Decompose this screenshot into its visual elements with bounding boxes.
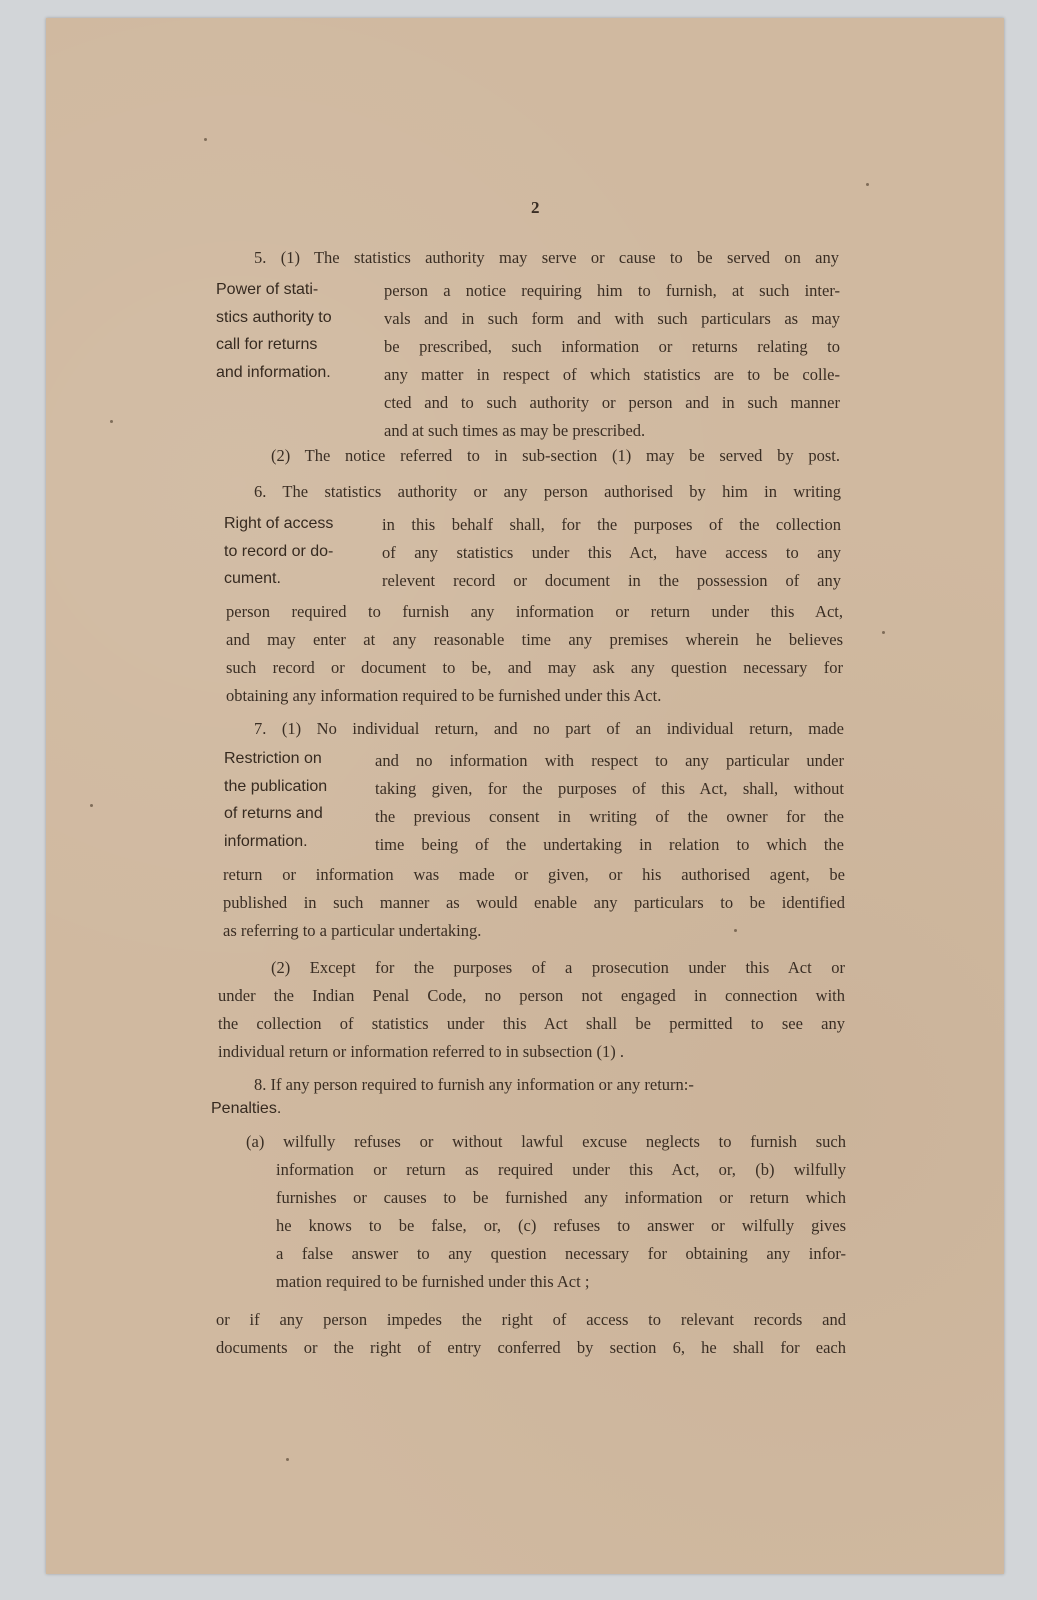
body-line: cted and to such authority or person and in such manner	[384, 393, 840, 412]
section-7-lead-line: 7. (1) No individual return, and no part of an individual return, made	[254, 719, 844, 738]
paper-speck	[734, 929, 737, 932]
section-6-margin-note	[224, 510, 374, 593]
section-8-continuation	[216, 1306, 846, 1362]
section-6-lead-line: 6. The statistics authority or any person authorised by him in writing	[254, 482, 841, 501]
section-7-margin-note	[224, 745, 374, 855]
section-8-lead-line: 8. If any person required to furnish any information or any return:-	[254, 1075, 694, 1094]
body-line: person a notice requiring him to furnish, at such inter-	[384, 281, 840, 300]
body-line: under the Indian Penal Code, no person not engaged in connection with	[218, 986, 845, 1005]
margin-line: and information.	[216, 363, 331, 381]
body-line: documents or the right of entry conferred by section 6, he shall for each	[216, 1338, 846, 1357]
body-line: obtaining any information required to be furnished under this Act.	[226, 686, 662, 705]
clause-line: (a) wilfully refuses or without lawful excuse neglects to furnish such	[246, 1132, 846, 1151]
clause-line: information or return as required under this Act, or, (b) wilfully	[276, 1160, 846, 1179]
body-line: taking given, for the purposes of this Act, shall, without	[375, 779, 844, 798]
body-line: vals and in such form and with such particulars as may	[384, 309, 840, 328]
body-line: or if any person impedes the right of access to relevant records and	[216, 1310, 846, 1329]
section-6-continuation	[226, 598, 843, 710]
section-5-body	[384, 277, 840, 445]
section-5-lead-line: 5. (1) The statistics authority may serve or cause to be served on any	[254, 248, 839, 267]
body-line: any matter in respect of which statistics are to be colle-	[384, 365, 840, 384]
paper-speck	[204, 138, 207, 141]
clause-line: furnishes or causes to be furnished any information or return which	[276, 1188, 846, 1207]
body-line: time being of the undertaking in relation to which the	[375, 835, 844, 854]
paper-speck	[286, 1458, 289, 1461]
body-line: in this behalf shall, for the purposes of the collection	[382, 515, 841, 534]
section-8-margin-note	[211, 1095, 361, 1123]
body-line: (2) Except for the purposes of a prosecution under this Act or	[271, 958, 845, 977]
body-line: (2) The notice referred to in sub-section (1) may be served by post.	[271, 446, 840, 465]
clause-line: mation required to be furnished under this Act ;	[276, 1272, 590, 1291]
section-8-clause	[246, 1128, 846, 1296]
margin-line: of returns and	[224, 805, 323, 822]
body-line: the previous consent in writing of the owner for the	[375, 807, 844, 826]
body-line: of any statistics under this Act, have access to any	[382, 543, 841, 562]
section-5-subsection-2	[271, 442, 840, 470]
body-line: person required to furnish any information or return under this Act,	[226, 602, 843, 621]
margin-line: to record or do-	[224, 542, 334, 560]
page-number: 2	[531, 198, 540, 217]
paper-speck	[882, 631, 885, 634]
section-7-continuation	[223, 861, 845, 945]
section-6-lead	[254, 478, 841, 506]
body-line: and at such times as may be prescribed.	[384, 421, 646, 440]
margin-line: information.	[224, 832, 308, 850]
margin-line: cument.	[224, 570, 281, 587]
margin-line: Power of stati-	[216, 281, 319, 298]
body-line: as referring to a particular undertaking.	[223, 921, 482, 940]
document-page	[46, 18, 1004, 1574]
margin-line: Restriction on	[224, 750, 322, 767]
clause-line: a false answer to any question necessary for obtaining any infor-	[276, 1244, 846, 1263]
section-7-lead	[254, 715, 844, 743]
margin-line: stics authority to	[216, 308, 332, 326]
margin-line: call for returns	[216, 336, 318, 353]
section-7-subsection-2	[218, 954, 845, 1066]
body-line: return or information was made or given, or his authorised agent, be	[223, 865, 845, 884]
body-line: and no information with respect to any particular under	[375, 751, 844, 770]
body-line: such record or document to be, and may ask any question necessary for	[226, 658, 843, 677]
section-5-lead	[254, 244, 839, 272]
body-line: and may enter at any reasonable time any premises wherein he believes	[226, 630, 843, 649]
section-7-body	[375, 747, 844, 859]
body-line: be prescribed, such information or returns relating to	[384, 337, 840, 356]
margin-line: the publication	[224, 777, 328, 795]
body-line: relevent record or document in the possession of any	[382, 571, 841, 590]
paper-speck	[110, 420, 113, 423]
section-5-margin-note	[216, 276, 371, 386]
margin-line: Right of access	[224, 515, 334, 532]
section-6-body	[382, 511, 841, 595]
body-line: individual return or information referred to in subsection (1) .	[218, 1042, 624, 1061]
margin-line: Penalties.	[211, 1100, 282, 1117]
clause-line: he knows to be false, or, (c) refuses to answer or wilfully gives	[276, 1216, 846, 1235]
paper-speck	[90, 804, 93, 807]
body-line: the collection of statistics under this Act shall be permitted to see any	[218, 1014, 845, 1033]
paper-speck	[866, 183, 869, 186]
body-line: published in such manner as would enable any particulars to be identified	[223, 893, 845, 912]
